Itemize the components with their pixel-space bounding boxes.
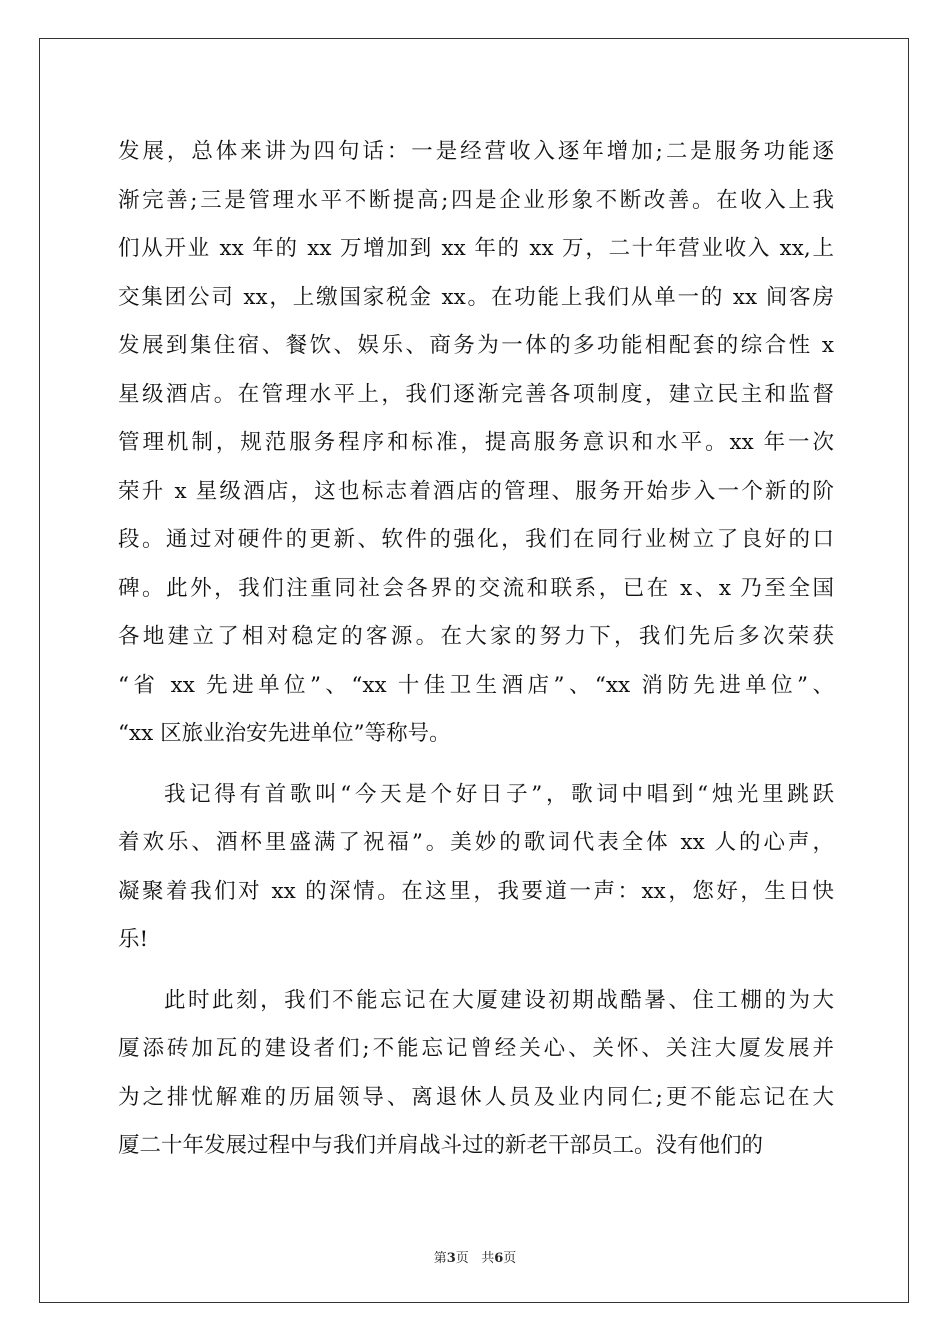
text-line: 交集团公司 xx，上缴国家税金 xx。在功能上我们从单一的 xx 间客房 xyxy=(118,284,834,310)
document-body xyxy=(118,128,834,1171)
text-line: 厦添砖加瓦的建设者们;不能忘记曾经关心、关怀、关注大厦发展并 xyxy=(118,1036,834,1061)
paragraph-gap xyxy=(118,965,834,977)
text-line: 渐完善;三是管理水平不断提高;四是企业形象不断改善。在收入上我 xyxy=(118,187,834,213)
total-pages-suffix: 页 xyxy=(503,1251,517,1266)
text-line: 星级酒店。在管理水平上，我们逐渐完善各项制度，建立民主和监督 xyxy=(118,381,834,407)
text-line: 厦二十年发展过程中与我们并肩战斗过的新老干部员工。没有他们的 xyxy=(118,1133,764,1158)
text-line: 乐! xyxy=(118,927,149,952)
page-number-prefix: 第 xyxy=(433,1251,447,1266)
text-line: “xx 区旅业治安先进单位”等称号。 xyxy=(118,721,451,746)
text-line: “省 xx 先进单位”、“xx 十佳卫生酒店”、“xx 消防先进单位”、 xyxy=(118,672,834,698)
current-page-number: 3 xyxy=(446,1251,456,1266)
total-pages-prefix: 共 xyxy=(481,1251,495,1266)
paragraph xyxy=(118,977,834,1171)
text-line: 管理机制，规范服务程序和标准，提高服务意识和水平。xx 年一次 xyxy=(118,430,834,455)
text-line: 着欢乐、酒杯里盛满了祝福”。美妙的歌词代表全体 xx 人的心声， xyxy=(118,830,834,855)
text-line: 我记得有首歌叫“今天是个好日子”，歌词中唱到“烛光里跳跃 xyxy=(164,781,834,807)
paragraph xyxy=(118,128,834,759)
text-line: 发展，总体来讲为四句话：一是经营收入逐年增加;二是服务功能逐 xyxy=(118,139,834,164)
text-line: 段。通过对硬件的更新、软件的强化，我们在同行业树立了良好的口 xyxy=(118,527,834,552)
text-line: 碑。此外，我们注重同社会各界的交流和联系，已在 x、x 乃至全国 xyxy=(118,575,834,601)
text-line: 们从开业 xx 年的 xx 万增加到 xx 年的 xx 万，二十年营业收入 xx,上 xyxy=(118,236,834,261)
text-line: 为之排忧解难的历届领导、离退休人员及业内同仁;更不能忘记在大 xyxy=(118,1084,834,1110)
paragraph-gap xyxy=(118,759,834,771)
total-pages-number: 6 xyxy=(494,1251,504,1266)
text-line: 各地建立了相对稳定的客源。在大家的努力下，我们先后多次荣获 xyxy=(118,624,834,649)
text-line: 凝聚着我们对 xx 的深情。在这里，我要道一声：xx，您好，生日快 xyxy=(118,878,834,904)
text-line: 此时此刻，我们不能忘记在大厦建设初期战酷暑、住工棚的为大 xyxy=(164,987,834,1013)
text-line: 发展到集住宿、餐饮、娱乐、商务为一体的多功能相配套的综合性 x xyxy=(118,333,834,358)
text-line: 荣升 x 星级酒店，这也标志着酒店的管理、服务开始步入一个新的阶 xyxy=(118,478,834,504)
page-footer xyxy=(0,1247,950,1266)
page-number-suffix: 页 xyxy=(455,1251,469,1266)
paragraph xyxy=(118,771,834,965)
